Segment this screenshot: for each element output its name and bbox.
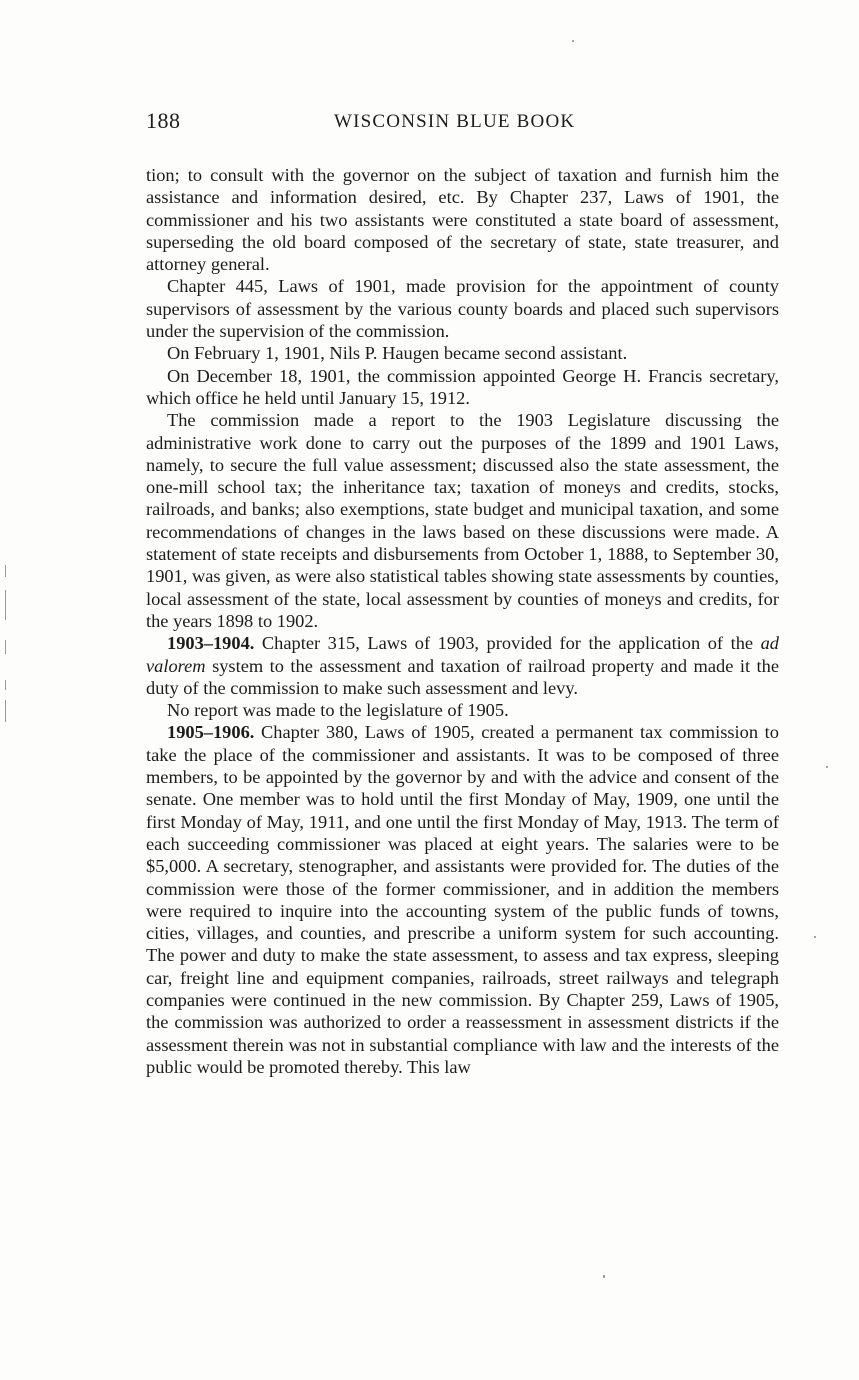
paragraph-text: On December 18, 1901, the commission appointed George H. Francis secretary, which office he held until January 15, 1912. [146, 365, 779, 408]
paragraph-text: On February 1, 1901, Nils P. Haugen became second assistant. [167, 343, 628, 364]
paragraph [146, 721, 779, 1078]
scan-margin-mark [5, 640, 6, 654]
paragraph-lead: 1903–1904. [167, 633, 255, 654]
paragraph-text: The commission made a report to the 1903 Legislature discussing the administrative work done to carry out the purposes of the 1899 and 1901 Laws, namely, to secure the full value assessment; discussed also the state assessment, the one-mill school tax; the inheritance tax; taxation of moneys and credits, stocks, railroads, and banks; also exemptions, state budget and municipal taxation, and some recommendations of changes in the laws based on these discussions were made. A statement of state receipts and disbursements from October 1, 1888, to September 30, 1901, was given, as were also statistical tables showing state assessments by counties, local assessment of the state, local assessment by counties of moneys and credits, for the years 1898 to 1902. [146, 410, 779, 631]
paragraph [146, 632, 779, 699]
paragraph [146, 164, 779, 275]
paragraph-text: Chapter 315, Laws of 1903, provided for the application of the [261, 633, 754, 654]
paragraph [146, 409, 779, 632]
scan-speck [814, 936, 816, 938]
paragraph-text: tion; to consult with the governor on the subject of taxation and furnish him the assistance and information desired, etc. By Chapter 237, Laws of 1901, the commissioner and his two assistants were constituted a state board of assessment, superseding the old board composed of the secretary of state, state treasurer, and attorney general. [146, 165, 779, 275]
paragraph [146, 342, 779, 364]
page-header [146, 108, 779, 140]
scan-speck [603, 1275, 605, 1278]
body-text [146, 164, 779, 1078]
scan-speck [826, 766, 828, 768]
paragraph-text: Chapter 445, Laws of 1901, made provision for the appointment of county supervisors of assessment by the various county boards and placed such supervisors under the supervision of the commission. [146, 276, 779, 342]
scan-speck [572, 40, 574, 42]
paragraph-text: No report was made to the legislature of 1905. [167, 700, 509, 721]
scan-margin-mark [5, 700, 6, 722]
running-head: WISCONSIN BLUE BOOK [334, 111, 576, 132]
scan-margin-mark [5, 590, 6, 620]
paragraph [146, 365, 779, 410]
page-number: 188 [146, 108, 181, 133]
paragraph-lead: 1905–1906. [167, 722, 255, 743]
paragraph-text: Chapter 380, Laws of 1905, created a permanent tax commission to take the place of the commissioner and assistants. It was to be composed of three members, to be appointed by the governor by and with the advice and consent of the senate. One member was to hold until the first Monday of May, 1909, one until the first Monday of May, 1911, and one until the first Monday of May, 1913. The term of each succeeding commissioner was placed at eight years. The salaries were to be $5,000. A secretary, stenographer, and assistants were provided for. The duties of the commission were those of the former commissioner, and in addition the members were required to inquire into the accounting system of the public funds of towns, cities, villages, and counties, and prescribe a uniform system for such accounting. The power and duty to make the state assessment, to assess and tax express, sleeping car, freight line and equipment companies, railroads, street railways and telegraph companies were continued in the new commission. By Chapter 259, Laws of 1905, the commission was authorized to order a reassessment in assessment districts if the assessment therein was not in substantial compliance with law and the interests of the public would be promoted thereby. This law [146, 722, 779, 1077]
scan-margin-mark [5, 680, 6, 690]
scan-margin-mark [5, 565, 6, 577]
paragraph-text: system to the assessment and taxation of railroad property and made it the duty of the commission to make such assessment and levy. [146, 655, 779, 698]
paragraph [146, 699, 779, 721]
paragraph-italic: ad valorem [146, 633, 779, 676]
paragraph [146, 275, 779, 342]
